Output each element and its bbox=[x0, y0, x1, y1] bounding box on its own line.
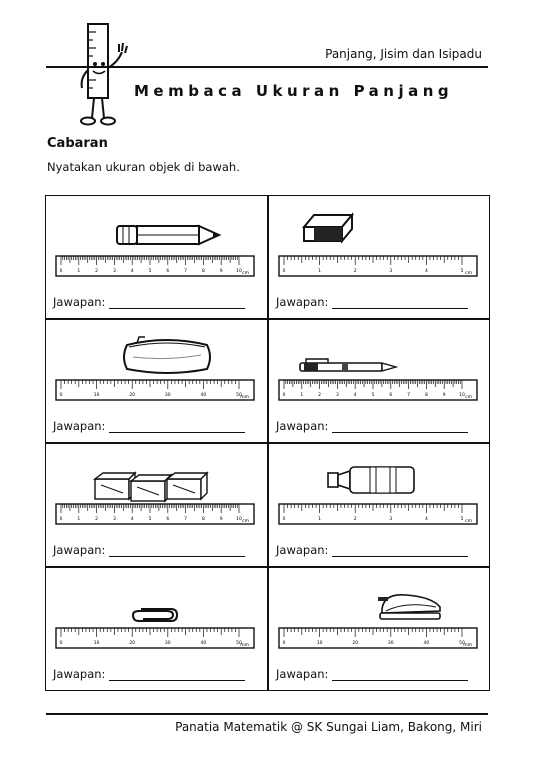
ruler-unit: cm bbox=[242, 519, 249, 524]
ruler-label: 50 bbox=[459, 641, 465, 646]
ruler-label: 40 bbox=[423, 641, 430, 646]
answer-blank[interactable] bbox=[109, 431, 245, 433]
ruler-unit: cm bbox=[242, 271, 249, 276]
exercise-cell bbox=[268, 567, 490, 691]
answer-blank[interactable] bbox=[332, 555, 468, 557]
ruler-label: 3 bbox=[335, 393, 339, 398]
ruler-label: 0 bbox=[282, 269, 286, 274]
ruler-label: 30 bbox=[164, 641, 171, 646]
ruler-label: 10 bbox=[236, 269, 242, 274]
ruler-label: 1 bbox=[77, 269, 81, 274]
ruler bbox=[55, 379, 255, 401]
answer-label: Jawapan: bbox=[53, 295, 106, 309]
answer-blank[interactable] bbox=[109, 555, 245, 557]
ruler-label: 3 bbox=[112, 517, 116, 522]
header-divider bbox=[46, 66, 488, 68]
pencil-icon bbox=[115, 223, 225, 247]
ruler-label: 0 bbox=[282, 517, 286, 522]
ruler-label: 8 bbox=[201, 269, 205, 274]
ruler-unit: mm bbox=[240, 395, 249, 400]
ruler-graphic bbox=[278, 503, 478, 525]
answer-label: Jawapan: bbox=[53, 419, 106, 433]
ruler-graphic bbox=[55, 255, 255, 277]
ruler-unit: cm bbox=[465, 519, 472, 524]
ruler-label: 0 bbox=[59, 517, 63, 522]
stapler-icon bbox=[376, 589, 442, 623]
answer-label: Jawapan: bbox=[276, 543, 329, 557]
exercise-cell bbox=[268, 195, 490, 319]
ruler-label: 0 bbox=[59, 393, 63, 398]
footer-divider bbox=[46, 713, 488, 715]
answer-label: Jawapan: bbox=[276, 419, 329, 433]
ruler-label: 50 bbox=[236, 641, 242, 646]
ruler-label: 0 bbox=[59, 641, 63, 646]
ruler-label: 5 bbox=[460, 269, 464, 274]
ruler-label: 2 bbox=[318, 393, 322, 398]
ruler-graphic bbox=[55, 627, 255, 649]
ruler-label: 2 bbox=[353, 517, 357, 522]
ruler-label: 2 bbox=[353, 269, 357, 274]
ruler-label: 0 bbox=[282, 393, 286, 398]
exercise-cell bbox=[268, 319, 490, 443]
ruler-unit: cm bbox=[465, 271, 472, 276]
ruler-label: 7 bbox=[184, 269, 188, 274]
ruler-label: 50 bbox=[236, 393, 242, 398]
topic-label: Panjang, Jisim dan Isipadu bbox=[325, 47, 482, 61]
ruler-label: 5 bbox=[148, 269, 152, 274]
ruler-label: 9 bbox=[219, 517, 223, 522]
exercise-cell bbox=[45, 319, 267, 443]
ruler-label: 3 bbox=[389, 517, 393, 522]
ruler-label: 1 bbox=[318, 269, 322, 274]
ruler-label: 9 bbox=[219, 269, 223, 274]
ruler-label: 10 bbox=[316, 641, 323, 646]
ruler-label: 1 bbox=[77, 517, 81, 522]
exercise-cell bbox=[45, 195, 267, 319]
ruler-graphic bbox=[278, 627, 478, 649]
answer-line bbox=[53, 295, 245, 309]
answer-line bbox=[276, 667, 468, 681]
answer-blank[interactable] bbox=[332, 431, 468, 433]
ruler-label: 10 bbox=[93, 641, 100, 646]
bottle-icon bbox=[326, 463, 418, 497]
ruler bbox=[278, 503, 478, 525]
answer-blank[interactable] bbox=[109, 307, 245, 309]
ruler-graphic bbox=[278, 379, 478, 401]
ruler-label: 3 bbox=[112, 269, 116, 274]
ruler-label: 4 bbox=[424, 517, 428, 522]
ruler-label: 8 bbox=[201, 517, 205, 522]
ruler-label: 6 bbox=[166, 269, 170, 274]
ruler-label: 40 bbox=[200, 393, 207, 398]
ruler-label: 0 bbox=[59, 269, 63, 274]
ruler bbox=[278, 627, 478, 649]
ruler-label: 1 bbox=[318, 517, 322, 522]
ruler-mascot-icon bbox=[72, 18, 134, 136]
ruler-label: 5 bbox=[148, 517, 152, 522]
ruler-graphic bbox=[55, 379, 255, 401]
exercise-cell bbox=[45, 443, 267, 567]
ruler-label: 4 bbox=[130, 269, 134, 274]
answer-blank[interactable] bbox=[332, 307, 468, 309]
ruler-graphic bbox=[278, 255, 478, 277]
ruler-unit: mm bbox=[463, 643, 472, 648]
answer-label: Jawapan: bbox=[53, 543, 106, 557]
ruler-label: 10 bbox=[236, 517, 242, 522]
ruler bbox=[55, 255, 255, 277]
ruler-label: 20 bbox=[129, 393, 136, 398]
ruler-label: 7 bbox=[184, 517, 188, 522]
footer-credit: Panatia Matematik @ SK Sungai Liam, Bakong, Miri bbox=[175, 720, 482, 734]
answer-line bbox=[53, 543, 245, 557]
answer-label: Jawapan: bbox=[276, 667, 329, 681]
ruler-graphic bbox=[55, 503, 255, 525]
ruler-label: 5 bbox=[460, 517, 464, 522]
ruler-unit: mm bbox=[240, 643, 249, 648]
answer-line bbox=[53, 419, 245, 433]
sharpeners-icon bbox=[93, 471, 213, 503]
ruler bbox=[55, 627, 255, 649]
ruler bbox=[278, 379, 478, 401]
ruler-label: 0 bbox=[282, 641, 286, 646]
ruler-label: 8 bbox=[424, 393, 428, 398]
ruler-label: 7 bbox=[407, 393, 411, 398]
page-title: Membaca Ukuran Panjang bbox=[134, 82, 454, 100]
instruction-text: Nyatakan ukuran objek di bawah. bbox=[47, 160, 240, 174]
ruler-label: 30 bbox=[164, 393, 171, 398]
ruler-label: 9 bbox=[442, 393, 446, 398]
answer-label: Jawapan: bbox=[276, 295, 329, 309]
ruler-label: 10 bbox=[93, 393, 100, 398]
section-heading: Cabaran bbox=[47, 136, 108, 151]
answer-blank[interactable] bbox=[109, 679, 245, 681]
ruler-label: 2 bbox=[95, 517, 99, 522]
ruler-label: 3 bbox=[389, 269, 393, 274]
answer-blank[interactable] bbox=[332, 679, 468, 681]
exercise-cell bbox=[45, 567, 267, 691]
ruler-label: 40 bbox=[200, 641, 207, 646]
ruler-label: 20 bbox=[129, 641, 136, 646]
pencil-case-icon bbox=[119, 331, 215, 375]
ruler-label: 4 bbox=[424, 269, 428, 274]
ruler-label: 5 bbox=[371, 393, 375, 398]
answer-line bbox=[276, 419, 468, 433]
ruler-label: 30 bbox=[387, 641, 394, 646]
ruler-label: 2 bbox=[95, 269, 99, 274]
ruler-label: 20 bbox=[352, 641, 359, 646]
eraser-icon bbox=[300, 205, 356, 245]
ruler bbox=[55, 503, 255, 525]
ruler-label: 4 bbox=[130, 517, 134, 522]
ruler-label: 6 bbox=[389, 393, 393, 398]
ruler-label: 4 bbox=[353, 393, 357, 398]
answer-line bbox=[276, 543, 468, 557]
ruler-label: 6 bbox=[166, 517, 170, 522]
exercise-cell bbox=[268, 443, 490, 567]
ruler bbox=[278, 255, 478, 277]
ruler-label: 10 bbox=[459, 393, 465, 398]
answer-line bbox=[276, 295, 468, 309]
answer-line bbox=[53, 667, 245, 681]
ruler-unit: cm bbox=[465, 395, 472, 400]
answer-label: Jawapan: bbox=[53, 667, 106, 681]
paper-clip-icon bbox=[131, 607, 179, 623]
pen-icon bbox=[298, 357, 398, 375]
ruler-label: 1 bbox=[300, 393, 304, 398]
